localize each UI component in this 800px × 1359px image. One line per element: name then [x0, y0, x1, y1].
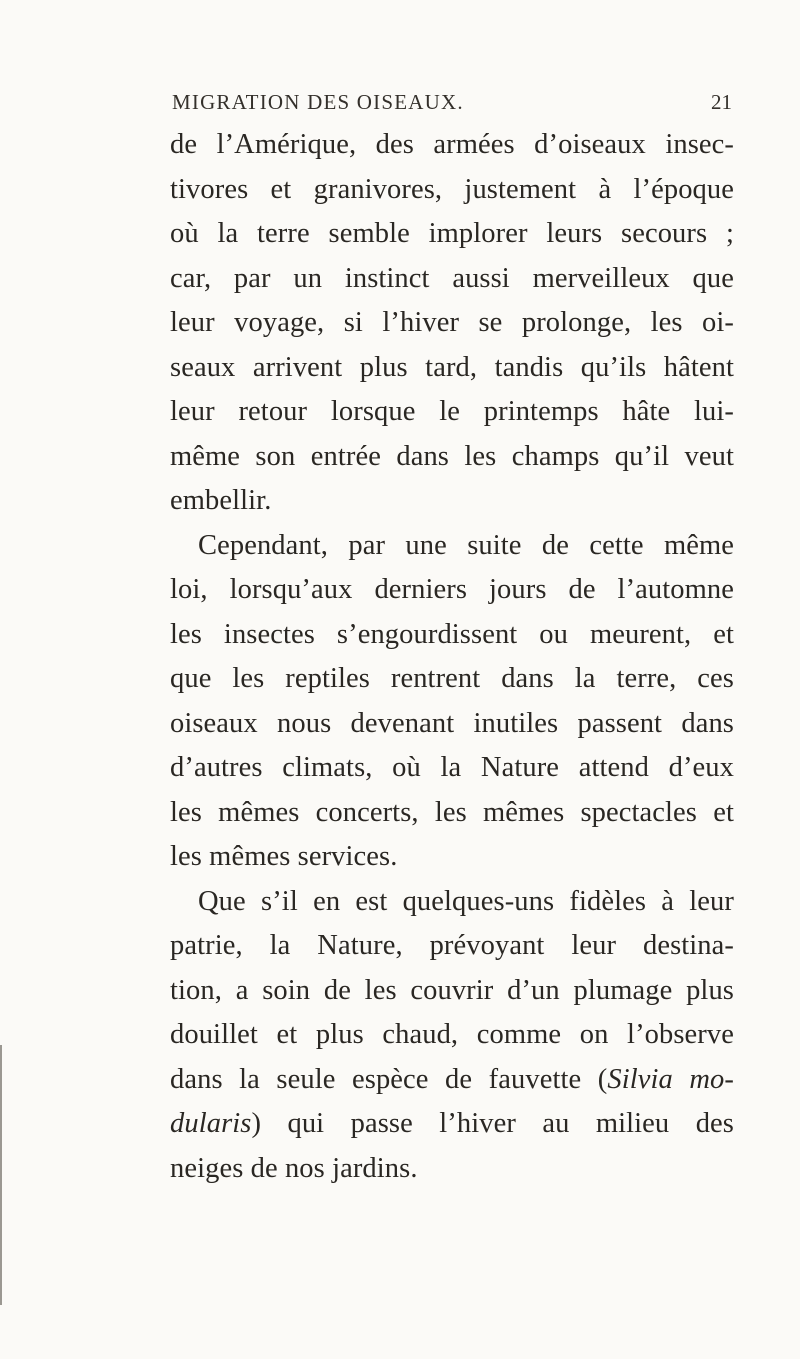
text-line: neiges de nos jardins. — [170, 1152, 418, 1184]
text-line: même son entrée dans les champs qu’il veut — [170, 440, 734, 472]
species-name-italic: dularis — [170, 1108, 252, 1139]
text-line: loi, lorsqu’aux derniers jours de l’automne — [170, 574, 734, 605]
page-edge-rule — [0, 1045, 2, 1305]
text-line: douillet et plus chaud, comme on l’observe — [170, 1019, 734, 1050]
running-head — [172, 90, 732, 120]
text-line: tivores et granivores, justement à l’époque — [170, 173, 734, 205]
paragraph-start-line: Que s’il en est quelques-uns fidèles à leur — [198, 885, 734, 917]
paragraph-start-line: Cependant, par une suite de cette même — [198, 529, 734, 561]
text-line: tion, a soin de les couvrir d’un plumage plus — [170, 974, 734, 1006]
running-title: MIGRATION DES OISEAUX. — [172, 90, 464, 114]
text-line: de l’Amérique, des armées d’oiseaux insec- — [170, 129, 734, 160]
page-number: 21 — [711, 90, 732, 114]
text-line: les insectes s’engourdissent ou meurent, et — [170, 618, 734, 650]
text-line: oiseaux nous devenant inutiles passent dans — [170, 707, 734, 739]
text-line: car, par un instinct aussi merveilleux que — [170, 262, 734, 294]
text-line: patrie, la Nature, prévoyant leur destina- — [170, 930, 734, 961]
text-line: leur retour lorsque le printemps hâte lui- — [170, 396, 734, 427]
text-line: les mêmes services. — [170, 841, 398, 872]
text-line: les mêmes concerts, les mêmes spectacles et — [170, 796, 734, 828]
line-text: ) qui passe l’hiver au milieu des — [251, 1108, 734, 1139]
body-text — [170, 123, 734, 1191]
text-line — [170, 1102, 734, 1147]
text-line: leur voyage, si l’hiver se prolonge, les oi- — [170, 307, 734, 338]
text-line: d’autres climats, où la Nature attend d’eux — [170, 752, 734, 783]
text-line: embellir. — [170, 485, 272, 516]
text-line: où la terre semble implorer leurs secours ; — [170, 218, 734, 249]
line-text: dans la seule espèce de fauvette ( — [170, 1063, 608, 1095]
text-line — [170, 1058, 734, 1103]
text-line: seaux arrivent plus tard, tandis qu’ils hâtent — [170, 351, 734, 383]
species-name-italic: Silvia mo- — [607, 1063, 734, 1095]
text-line: que les reptiles rentrent dans la terre, ces — [170, 663, 734, 694]
